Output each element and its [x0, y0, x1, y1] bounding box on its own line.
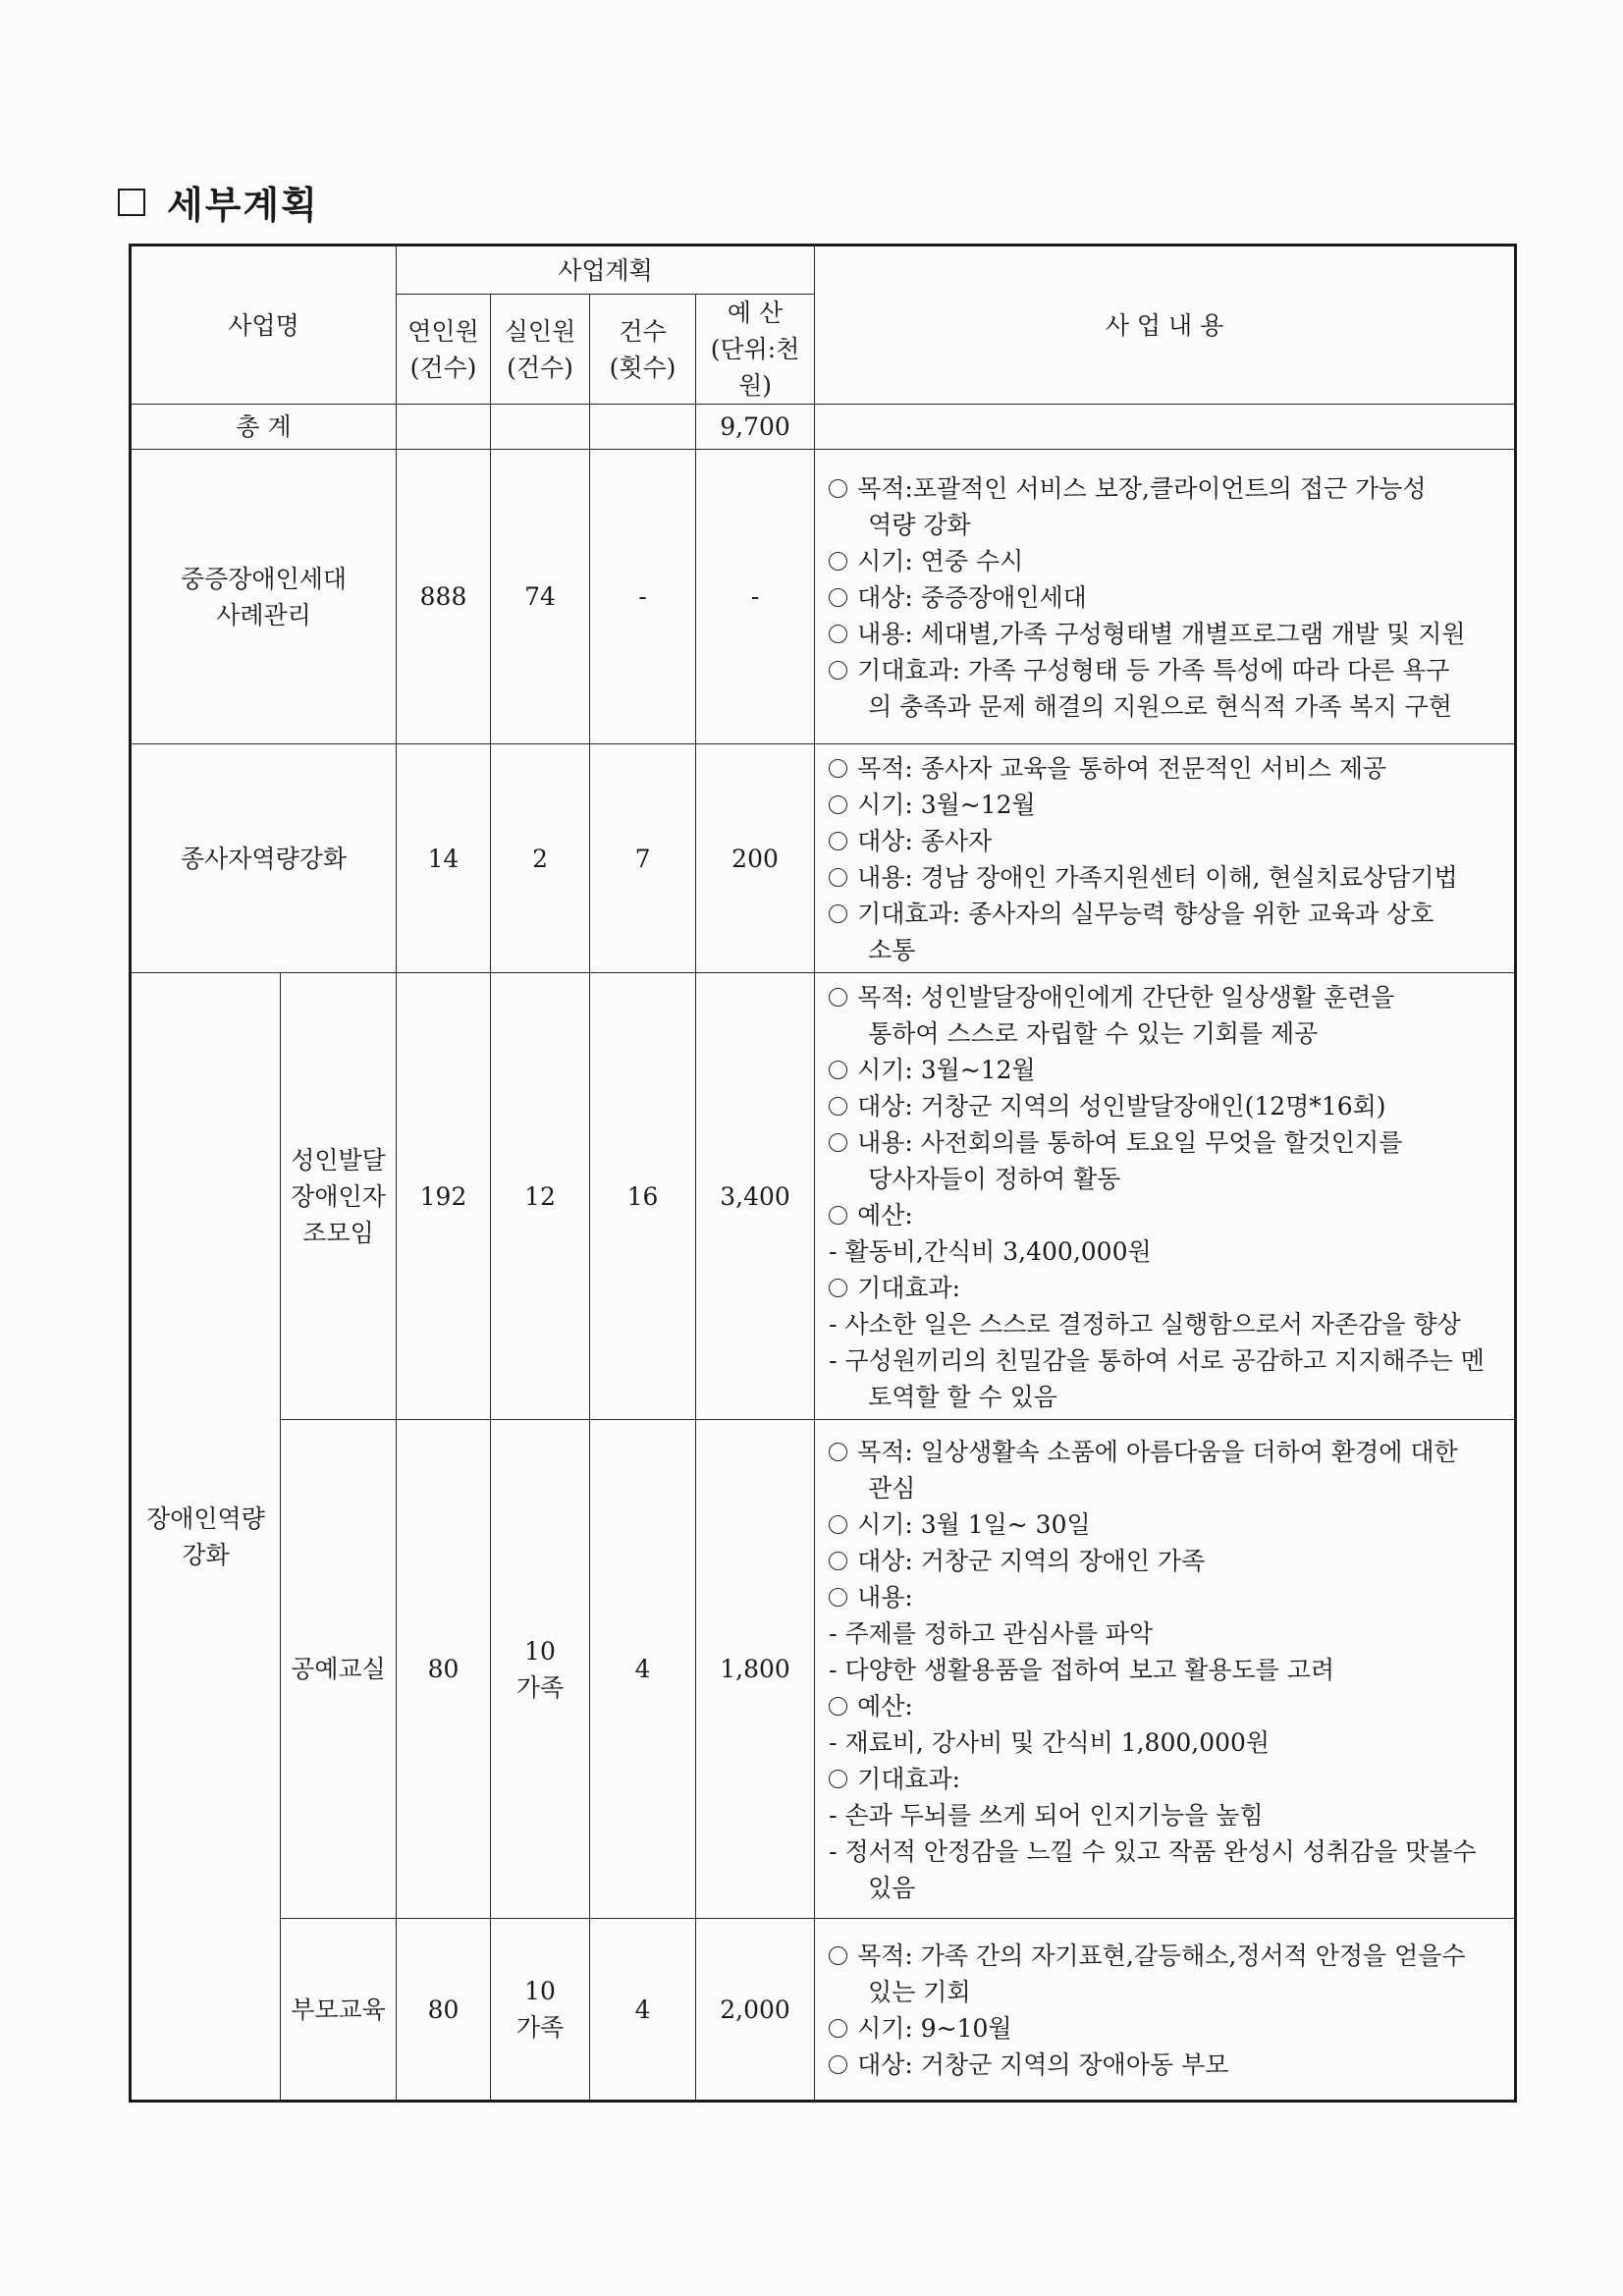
table-row	[131, 1919, 1516, 2102]
session-count: -	[590, 450, 696, 744]
header-row-top	[131, 246, 1516, 295]
content-text: 기대효과:	[857, 1274, 961, 1302]
content-text: 내용:	[857, 1583, 913, 1612]
actual-participants: 74	[491, 450, 590, 744]
circle-bullet-icon	[829, 1133, 847, 1152]
circle-bullet-icon	[829, 661, 847, 680]
content-line	[829, 787, 1508, 823]
content-line	[829, 2047, 1508, 2083]
content-text: 내용: 세대별,가족 구성형태별 개별프로그램 개발 및 지원	[857, 620, 1466, 648]
budget: 1,800	[696, 1420, 815, 1919]
content-text: 있는 기회	[868, 1978, 971, 2006]
header-plan-group: 사업계획	[397, 246, 815, 295]
content-line	[829, 932, 1508, 968]
content-text: 대상: 중증장애인세대	[857, 583, 1087, 612]
circle-bullet-icon	[829, 1552, 847, 1570]
circle-bullet-icon	[829, 588, 847, 607]
content-text: 내용: 경남 장애인 가족지원센터 이해, 현실치료상담기법	[857, 863, 1458, 892]
content-line	[829, 1233, 1508, 1270]
content-line	[829, 688, 1508, 725]
actual-participants: 12	[491, 973, 590, 1420]
content-line	[829, 1761, 1508, 1797]
total-label: 총 계	[131, 405, 397, 450]
total-budget: 9,700	[696, 405, 815, 450]
circle-bullet-icon	[829, 625, 847, 643]
budget: 200	[696, 744, 815, 973]
content-line	[829, 1306, 1508, 1342]
content-text: - 주제를 정하고 관심사를 파악	[829, 1619, 1154, 1648]
circle-bullet-icon	[829, 552, 847, 571]
subproject-name: 공예교실	[281, 1420, 397, 1919]
content-line	[829, 507, 1508, 543]
content-text: 기대효과:	[857, 1765, 961, 1793]
actual-participants: 10 가족	[491, 1420, 590, 1919]
total-count	[590, 405, 696, 450]
content-text: 시기: 9~10월	[857, 2014, 1012, 2043]
content-line	[829, 896, 1508, 932]
content-text: 시기: 3월~12월	[857, 1056, 1036, 1084]
circle-bullet-icon	[829, 759, 847, 778]
actual-participants: 2	[491, 744, 590, 973]
content-line	[829, 1579, 1508, 1615]
circle-bullet-icon	[829, 1206, 847, 1225]
circle-bullet-icon	[829, 832, 847, 850]
circle-bullet-icon	[829, 2055, 847, 2074]
content-text: 시기: 연중 수시	[857, 547, 1024, 575]
content-line	[829, 1434, 1508, 1470]
content-line	[829, 1270, 1508, 1306]
annual-participants: 14	[397, 744, 491, 973]
content-line	[829, 470, 1508, 507]
project-content	[815, 744, 1516, 973]
circle-bullet-icon	[829, 1946, 847, 1965]
total-row	[131, 405, 1516, 450]
content-text: 역량 강화	[868, 511, 971, 539]
annual-participants: 80	[397, 1420, 491, 1919]
content-line	[829, 1724, 1508, 1761]
detail-plan-table	[129, 244, 1517, 2103]
content-text: 통하여 스스로 자립할 수 있는 기회를 제공	[868, 1019, 1319, 1048]
table-row	[131, 744, 1516, 973]
content-line	[829, 1379, 1508, 1415]
content-line	[829, 1506, 1508, 1543]
header-actual-participants: 실인원 (건수)	[491, 295, 590, 405]
content-text: 시기: 3월~12월	[857, 791, 1036, 819]
header-count: 건수 (횟수)	[590, 295, 696, 405]
content-line	[829, 1974, 1508, 2010]
checkbox-square-icon	[118, 189, 145, 216]
content-line	[829, 1615, 1508, 1652]
content-line	[829, 1052, 1508, 1088]
circle-bullet-icon	[829, 1515, 847, 1534]
content-line	[829, 1833, 1508, 1870]
content-line	[829, 1161, 1508, 1197]
content-text: 당사자들이 정하여 활동	[868, 1165, 1121, 1193]
circle-bullet-icon	[829, 1697, 847, 1716]
annual-participants: 192	[397, 973, 491, 1420]
content-text: 목적:포괄적인 서비스 보장,클라이언트의 접근 가능성	[857, 474, 1427, 503]
content-text: 소통	[868, 936, 916, 964]
content-line	[829, 1543, 1508, 1579]
content-text: - 재료비, 강사비 및 간식비 1,800,000원	[829, 1728, 1271, 1757]
content-text: - 활동비,간식비 3,400,000원	[829, 1237, 1152, 1266]
session-count: 16	[590, 973, 696, 1420]
content-text: - 사소한 일은 스스로 결정하고 실행함으로서 자존감을 향상	[829, 1310, 1461, 1339]
content-line	[829, 1470, 1508, 1506]
subproject-name: 부모교육	[281, 1919, 397, 2102]
content-text: 목적: 종사자 교육을 통하여 전문적인 서비스 제공	[857, 754, 1387, 783]
group-name: 장애인역량 강화	[131, 973, 281, 2102]
content-text: 대상: 거창군 지역의 장애아동 부모	[857, 2050, 1229, 2079]
circle-bullet-icon	[829, 904, 847, 923]
budget: -	[696, 450, 815, 744]
actual-participants: 10 가족	[491, 1919, 590, 2102]
content-text: - 구성원끼리의 친밀감을 통하여 서로 공감하고 지지해주는 멘	[829, 1346, 1485, 1375]
content-text: 목적: 일상생활속 소품에 아름다움을 더하여 환경에 대한	[857, 1438, 1458, 1466]
annual-participants: 80	[397, 1919, 491, 2102]
content-line	[829, 1938, 1508, 1974]
circle-bullet-icon	[829, 1279, 847, 1297]
project-name: 중증장애인세대 사례관리	[131, 450, 397, 744]
content-text: 내용: 사전회의를 통하여 토요일 무엇을 할것인지를	[857, 1128, 1403, 1157]
total-annual	[397, 405, 491, 450]
content-line	[829, 1124, 1508, 1161]
circle-bullet-icon	[829, 479, 847, 498]
content-text: 목적: 성인발달장애인에게 간단한 일상생활 훈련을	[857, 983, 1395, 1011]
content-text: - 다양한 생활용품을 접하여 보고 활용도를 고려	[829, 1656, 1335, 1684]
content-text: 대상: 종사자	[857, 827, 993, 855]
circle-bullet-icon	[829, 988, 847, 1007]
total-content	[815, 405, 1516, 450]
budget: 3,400	[696, 973, 815, 1420]
header-content: 사 업 내 용	[815, 246, 1516, 405]
circle-bullet-icon	[829, 795, 847, 814]
circle-bullet-icon	[829, 868, 847, 887]
project-content	[815, 450, 1516, 744]
content-line	[829, 652, 1508, 688]
content-text: 기대효과: 가족 구성형태 등 가족 특성에 따라 다른 욕구	[857, 656, 1450, 684]
content-text: 있음	[868, 1874, 916, 1902]
annual-participants: 888	[397, 450, 491, 744]
content-text: 토역할 할 수 있음	[868, 1383, 1057, 1411]
circle-bullet-icon	[829, 2019, 847, 2038]
table-row	[131, 450, 1516, 744]
content-text: 의 충족과 문제 해결의 지원으로 현식적 가족 복지 구현	[868, 692, 1452, 721]
content-text: 대상: 거창군 지역의 성인발달장애인(12명*16회)	[857, 1092, 1386, 1121]
content-line	[829, 1652, 1508, 1688]
content-line	[829, 543, 1508, 579]
circle-bullet-icon	[829, 1061, 847, 1079]
circle-bullet-icon	[829, 1443, 847, 1461]
content-text: 관심	[868, 1474, 916, 1503]
content-line	[829, 1015, 1508, 1052]
content-line	[829, 1088, 1508, 1124]
section-heading	[118, 175, 319, 229]
session-count: 4	[590, 1420, 696, 1919]
content-line	[829, 750, 1508, 787]
content-line	[829, 1197, 1508, 1233]
project-content	[815, 973, 1516, 1420]
content-line	[829, 823, 1508, 859]
circle-bullet-icon	[829, 1770, 847, 1788]
table-row	[131, 973, 1516, 1420]
content-line	[829, 1342, 1508, 1379]
header-budget: 예 산 (단위:천원)	[696, 295, 815, 405]
table-row	[131, 1420, 1516, 1919]
section-title: 세부계획	[167, 184, 319, 227]
header-project-name: 사업명	[131, 246, 397, 405]
content-line	[829, 1797, 1508, 1833]
content-text: 기대효과: 종사자의 실무능력 향상을 위한 교육과 상호	[857, 900, 1434, 928]
content-line	[829, 859, 1508, 896]
subproject-name: 성인발달 장애인자 조모임	[281, 973, 397, 1420]
content-text: 목적: 가족 간의 자기표현,갈등해소,정서적 안정을 얻을수	[857, 1941, 1466, 1970]
budget: 2,000	[696, 1919, 815, 2102]
project-content	[815, 1420, 1516, 1919]
content-line	[829, 2010, 1508, 2047]
content-text: - 정서적 안정감을 느낄 수 있고 작품 완성시 성취감을 맛볼수	[829, 1837, 1477, 1866]
content-line	[829, 616, 1508, 652]
content-text: 시기: 3월 1일~ 30일	[857, 1510, 1091, 1539]
circle-bullet-icon	[829, 1097, 847, 1116]
content-text: 예산:	[857, 1201, 913, 1230]
project-content	[815, 1919, 1516, 2102]
total-actual	[491, 405, 590, 450]
content-text: - 손과 두뇌를 쓰게 되어 인지기능을 높힘	[829, 1801, 1264, 1830]
session-count: 4	[590, 1919, 696, 2102]
header-annual-participants: 연인원 (건수)	[397, 295, 491, 405]
content-text: 대상: 거창군 지역의 장애인 가족	[857, 1547, 1206, 1575]
circle-bullet-icon	[829, 1588, 847, 1607]
project-name: 종사자역량강화	[131, 744, 397, 973]
content-text: 예산:	[857, 1692, 913, 1721]
content-line	[829, 579, 1508, 616]
content-line	[829, 979, 1508, 1015]
content-line	[829, 1688, 1508, 1724]
session-count: 7	[590, 744, 696, 973]
content-line	[829, 1870, 1508, 1906]
